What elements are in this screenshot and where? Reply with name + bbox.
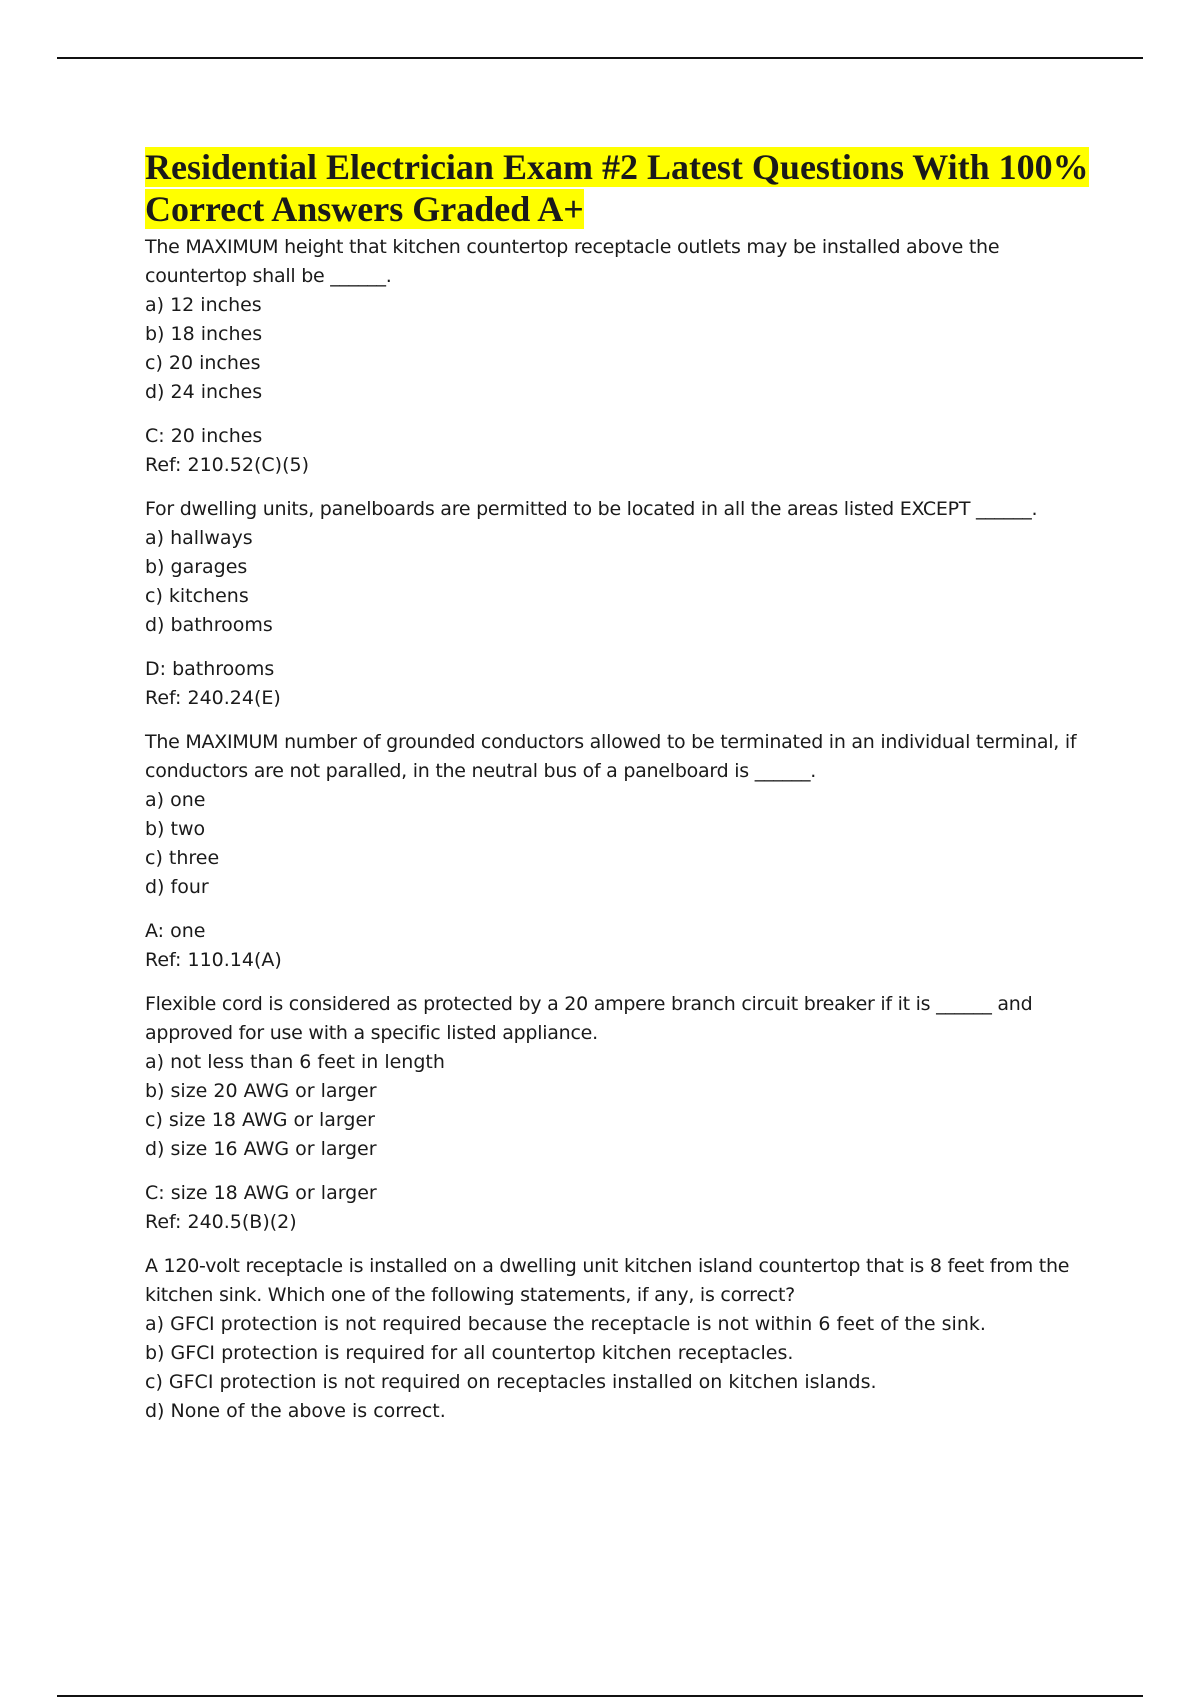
question-3 <box>145 728 1095 975</box>
option-c: c) 20 inches <box>145 352 261 374</box>
option-a: a) one <box>145 789 206 811</box>
option-d: d) size 16 AWG or larger <box>145 1138 377 1160</box>
option-a: a) GFCI protection is not required because the receptacle is not within 6 feet of the sink. <box>145 1313 986 1335</box>
option-b: b) size 20 AWG or larger <box>145 1080 377 1102</box>
option-d: d) four <box>145 876 209 898</box>
document-title <box>145 146 1095 230</box>
reference: Ref: 210.52(C)(5) <box>145 454 309 476</box>
question-1 <box>145 233 1095 480</box>
option-a: a) hallways <box>145 527 253 549</box>
option-d: d) 24 inches <box>145 381 263 403</box>
question-stem: A 120-volt receptacle is installed on a dwelling unit kitchen island countertop that is 8 feet from the kitchen sink. Which one of the following statements, if any, is correct? <box>145 1255 1076 1306</box>
option-c: c) kitchens <box>145 585 249 607</box>
question-4 <box>145 990 1095 1237</box>
question-2 <box>145 495 1095 713</box>
title-highlight: Residential Electrician Exam #2 Latest Questions With 100% Correct Answers Graded A+ <box>145 147 1089 229</box>
option-d: d) None of the above is correct. <box>145 1400 446 1422</box>
option-b: b) garages <box>145 556 248 578</box>
option-c: c) size 18 AWG or larger <box>145 1109 375 1131</box>
reference: Ref: 110.14(A) <box>145 949 282 971</box>
option-c: c) three <box>145 847 220 869</box>
document-body <box>145 146 1095 1426</box>
answer: C: 20 inches <box>145 425 263 447</box>
option-b: b) two <box>145 818 206 840</box>
answer: D: bathrooms <box>145 658 275 680</box>
option-b: b) GFCI protection is required for all countertop kitchen receptacles. <box>145 1342 794 1364</box>
answer: C: size 18 AWG or larger <box>145 1182 377 1204</box>
question-stem: Flexible cord is considered as protected by a 20 ampere branch circuit breaker if it is ______ and approved for use with a specific listed appliance. <box>145 993 1039 1044</box>
header-rule <box>57 57 1143 59</box>
option-d: d) bathrooms <box>145 614 273 636</box>
option-b: b) 18 inches <box>145 323 263 345</box>
option-c: c) GFCI protection is not required on receptacles installed on kitchen islands. <box>145 1371 877 1393</box>
option-a: a) 12 inches <box>145 294 262 316</box>
reference: Ref: 240.5(B)(2) <box>145 1211 297 1233</box>
question-5 <box>145 1252 1095 1426</box>
footer-rule <box>57 1695 1143 1697</box>
option-a: a) not less than 6 feet in length <box>145 1051 445 1073</box>
question-stem: The MAXIMUM height that kitchen countertop receptacle outlets may be installed above the countertop shall be ______. <box>145 236 1006 287</box>
question-stem: For dwelling units, panelboards are permitted to be located in all the areas listed EXCEPT ______. <box>145 498 1038 520</box>
answer: A: one <box>145 920 206 942</box>
question-stem: The MAXIMUM number of grounded conductors allowed to be terminated in an individual terminal, if conductors are not paralled, in the neutral bus of a panelboard is ______. <box>145 731 1083 782</box>
reference: Ref: 240.24(E) <box>145 687 281 709</box>
